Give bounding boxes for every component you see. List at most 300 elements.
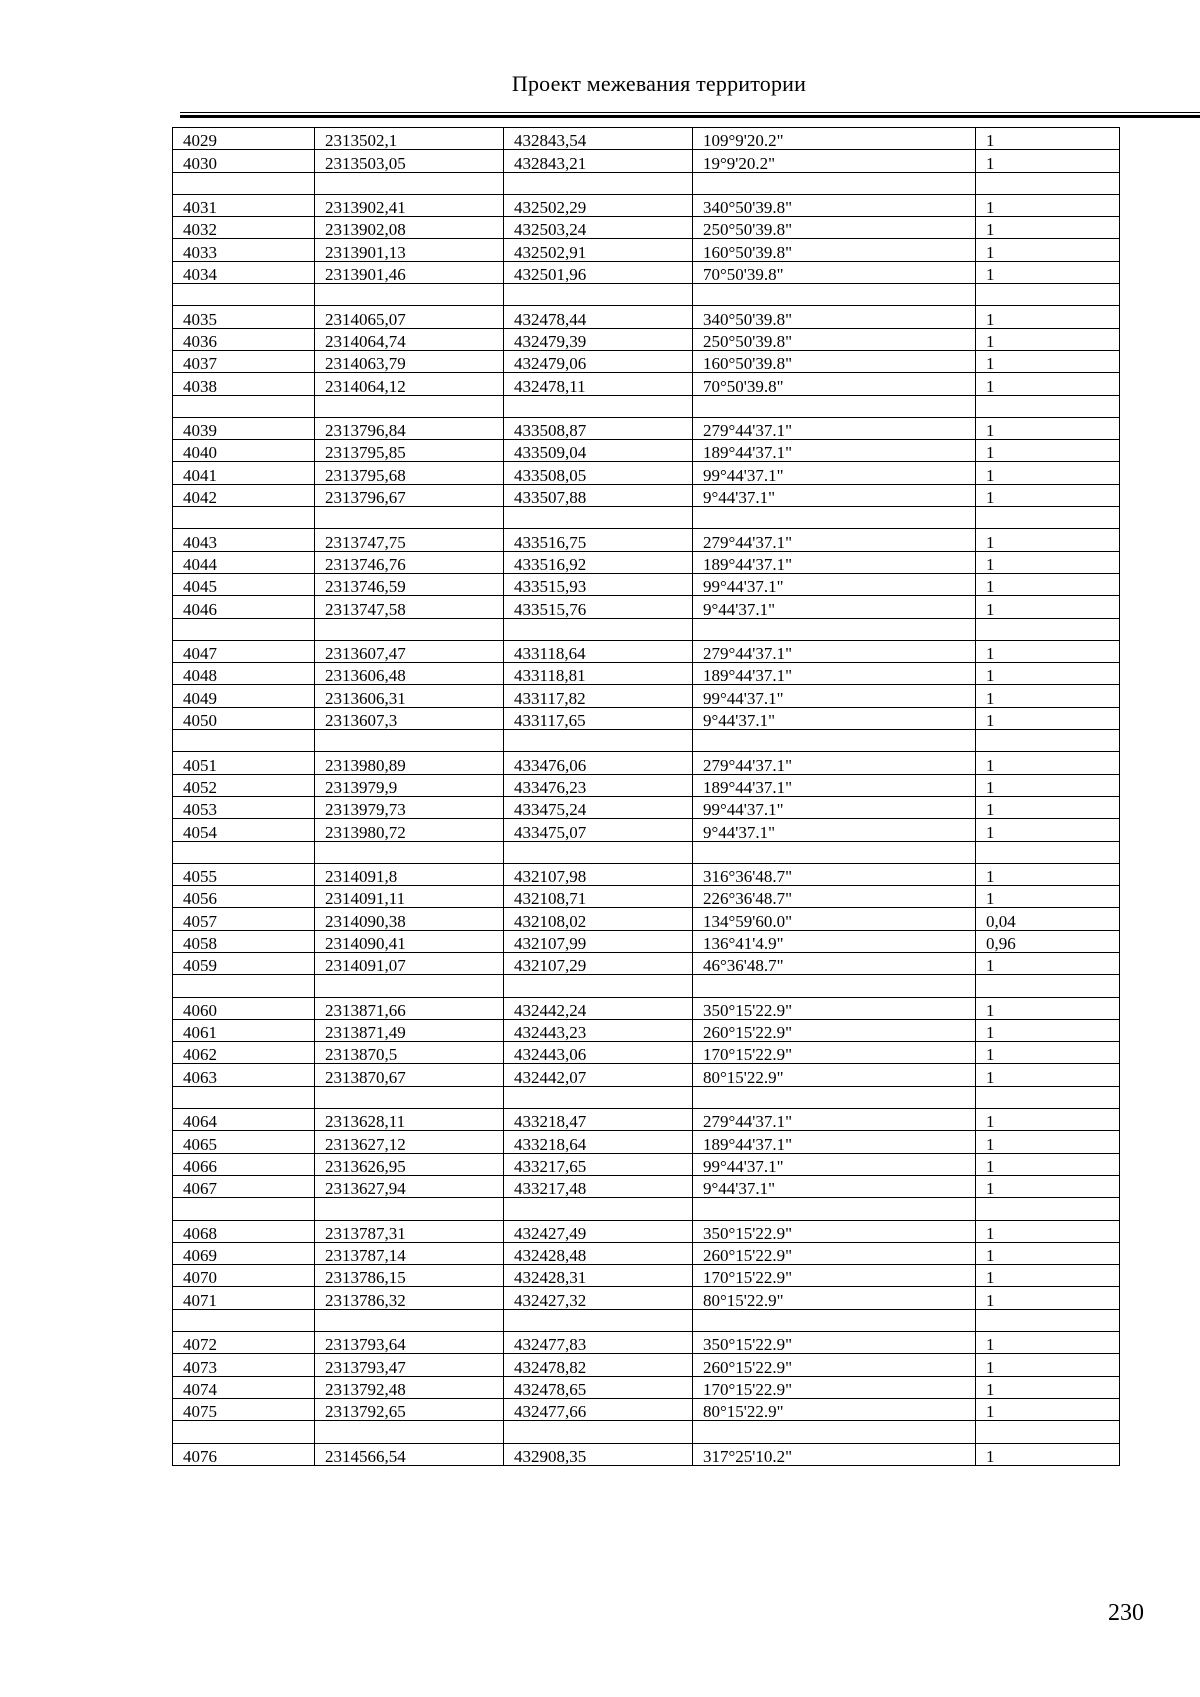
direction-angle-cell: 189°44'37.1" xyxy=(693,663,976,685)
x-coordinate-cell: 2313606,48 xyxy=(315,663,504,685)
table-separator-row xyxy=(173,1309,1120,1331)
direction-angle-cell: 340°50'39.8" xyxy=(693,306,976,328)
distance-cell: 1 xyxy=(976,774,1120,796)
point-number-cell: 4053 xyxy=(173,796,315,818)
y-coordinate-cell: 432442,24 xyxy=(504,997,693,1019)
point-number-cell: 4069 xyxy=(173,1242,315,1264)
x-coordinate-cell: 2313607,47 xyxy=(315,640,504,662)
x-coordinate-cell: 2313787,31 xyxy=(315,1220,504,1242)
y-coordinate-cell: 432502,29 xyxy=(504,194,693,216)
distance-cell: 1 xyxy=(976,217,1120,239)
x-coordinate-cell: 2313607,3 xyxy=(315,707,504,729)
direction-angle-cell: 70°50'39.8" xyxy=(693,373,976,395)
distance-cell xyxy=(976,1309,1120,1331)
point-number-cell: 4042 xyxy=(173,484,315,506)
table-row xyxy=(173,150,1120,172)
table-row xyxy=(173,261,1120,283)
point-number-cell: 4031 xyxy=(173,194,315,216)
y-coordinate-cell: 432107,29 xyxy=(504,952,693,974)
x-coordinate-cell xyxy=(315,1309,504,1331)
x-coordinate-cell: 2313626,95 xyxy=(315,1153,504,1175)
table-row xyxy=(173,997,1120,1019)
x-coordinate-cell: 2314091,11 xyxy=(315,886,504,908)
table-row xyxy=(173,596,1120,618)
point-number-cell xyxy=(173,1086,315,1108)
distance-cell: 1 xyxy=(976,1287,1120,1309)
table-row xyxy=(173,1042,1120,1064)
direction-angle-cell: 189°44'37.1" xyxy=(693,551,976,573)
direction-angle-cell xyxy=(693,730,976,752)
x-coordinate-cell: 2314064,74 xyxy=(315,328,504,350)
point-number-cell: 4040 xyxy=(173,440,315,462)
y-coordinate-cell: 433476,23 xyxy=(504,774,693,796)
direction-angle-cell: 9°44'37.1" xyxy=(693,484,976,506)
distance-cell xyxy=(976,730,1120,752)
x-coordinate-cell: 2313979,73 xyxy=(315,796,504,818)
distance-cell: 1 xyxy=(976,350,1120,372)
x-coordinate-cell: 2314091,8 xyxy=(315,863,504,885)
direction-angle-cell: 260°15'22.9" xyxy=(693,1354,976,1376)
table-row xyxy=(173,1376,1120,1398)
x-coordinate-cell: 2314065,07 xyxy=(315,306,504,328)
table-row xyxy=(173,796,1120,818)
x-coordinate-cell xyxy=(315,284,504,306)
point-number-cell xyxy=(173,841,315,863)
point-number-cell: 4061 xyxy=(173,1019,315,1041)
direction-angle-cell: 260°15'22.9" xyxy=(693,1019,976,1041)
distance-cell: 1 xyxy=(976,128,1120,150)
distance-cell: 1 xyxy=(976,1443,1120,1465)
x-coordinate-cell xyxy=(315,395,504,417)
page-number: 230 xyxy=(1108,1600,1144,1626)
direction-angle-cell: 279°44'37.1" xyxy=(693,1109,976,1131)
y-coordinate-cell: 433218,47 xyxy=(504,1109,693,1131)
x-coordinate-cell: 2313901,13 xyxy=(315,239,504,261)
point-number-cell: 4045 xyxy=(173,573,315,595)
direction-angle-cell xyxy=(693,395,976,417)
x-coordinate-cell xyxy=(315,1421,504,1443)
y-coordinate-cell: 432428,48 xyxy=(504,1242,693,1264)
x-coordinate-cell xyxy=(315,172,504,194)
distance-cell: 1 xyxy=(976,685,1120,707)
y-coordinate-cell xyxy=(504,1309,693,1331)
direction-angle-cell: 189°44'37.1" xyxy=(693,1131,976,1153)
distance-cell: 1 xyxy=(976,261,1120,283)
coordinates-table xyxy=(172,127,1120,1466)
table-row xyxy=(173,350,1120,372)
table-row xyxy=(173,1064,1120,1086)
y-coordinate-cell: 433516,92 xyxy=(504,551,693,573)
x-coordinate-cell: 2313980,72 xyxy=(315,819,504,841)
table-row xyxy=(173,774,1120,796)
x-coordinate-cell: 2313627,94 xyxy=(315,1175,504,1197)
x-coordinate-cell: 2313979,9 xyxy=(315,774,504,796)
distance-cell: 1 xyxy=(976,1042,1120,1064)
x-coordinate-cell: 2313793,64 xyxy=(315,1332,504,1354)
direction-angle-cell: 317°25'10.2" xyxy=(693,1443,976,1465)
y-coordinate-cell: 432477,66 xyxy=(504,1398,693,1420)
direction-angle-cell: 99°44'37.1" xyxy=(693,1153,976,1175)
distance-cell: 1 xyxy=(976,484,1120,506)
direction-angle-cell xyxy=(693,618,976,640)
distance-cell: 1 xyxy=(976,1175,1120,1197)
y-coordinate-cell: 432479,06 xyxy=(504,350,693,372)
direction-angle-cell: 80°15'22.9" xyxy=(693,1398,976,1420)
y-coordinate-cell xyxy=(504,618,693,640)
y-coordinate-cell: 433475,07 xyxy=(504,819,693,841)
y-coordinate-cell: 433117,82 xyxy=(504,685,693,707)
direction-angle-cell: 316°36'48.7" xyxy=(693,863,976,885)
distance-cell: 1 xyxy=(976,1220,1120,1242)
point-number-cell: 4076 xyxy=(173,1443,315,1465)
y-coordinate-cell: 432477,83 xyxy=(504,1332,693,1354)
y-coordinate-cell: 433118,64 xyxy=(504,640,693,662)
x-coordinate-cell: 2313796,67 xyxy=(315,484,504,506)
y-coordinate-cell: 432428,31 xyxy=(504,1265,693,1287)
table-separator-row xyxy=(173,284,1120,306)
distance-cell: 1 xyxy=(976,1064,1120,1086)
point-number-cell: 4056 xyxy=(173,886,315,908)
direction-angle-cell: 19°9'20.2" xyxy=(693,150,976,172)
distance-cell: 1 xyxy=(976,1131,1120,1153)
point-number-cell: 4050 xyxy=(173,707,315,729)
point-number-cell: 4065 xyxy=(173,1131,315,1153)
distance-cell: 1 xyxy=(976,440,1120,462)
direction-angle-cell xyxy=(693,1421,976,1443)
direction-angle-cell: 170°15'22.9" xyxy=(693,1376,976,1398)
direction-angle-cell: 170°15'22.9" xyxy=(693,1265,976,1287)
table-row xyxy=(173,1220,1120,1242)
point-number-cell: 4070 xyxy=(173,1265,315,1287)
y-coordinate-cell: 432479,39 xyxy=(504,328,693,350)
x-coordinate-cell: 2313871,49 xyxy=(315,1019,504,1041)
distance-cell: 1 xyxy=(976,417,1120,439)
y-coordinate-cell: 432478,82 xyxy=(504,1354,693,1376)
distance-cell: 1 xyxy=(976,819,1120,841)
distance-cell: 1 xyxy=(976,328,1120,350)
point-number-cell: 4036 xyxy=(173,328,315,350)
direction-angle-cell: 250°50'39.8" xyxy=(693,217,976,239)
table-row xyxy=(173,1398,1120,1420)
point-number-cell: 4073 xyxy=(173,1354,315,1376)
point-number-cell xyxy=(173,975,315,997)
y-coordinate-cell xyxy=(504,1198,693,1220)
y-coordinate-cell: 433509,04 xyxy=(504,440,693,462)
header-rule-thin xyxy=(180,112,1200,113)
point-number-cell: 4055 xyxy=(173,863,315,885)
distance-cell xyxy=(976,172,1120,194)
x-coordinate-cell: 2313902,08 xyxy=(315,217,504,239)
distance-cell: 1 xyxy=(976,863,1120,885)
page-header-title: Проект межевания территории xyxy=(511,71,807,96)
distance-cell: 1 xyxy=(976,997,1120,1019)
table-row xyxy=(173,863,1120,885)
direction-angle-cell xyxy=(693,1198,976,1220)
direction-angle-cell: 109°9'20.2" xyxy=(693,128,976,150)
distance-cell: 1 xyxy=(976,886,1120,908)
y-coordinate-cell: 433476,06 xyxy=(504,752,693,774)
table-separator-row xyxy=(173,172,1120,194)
direction-angle-cell: 250°50'39.8" xyxy=(693,328,976,350)
point-number-cell xyxy=(173,395,315,417)
direction-angle-cell: 134°59'60.0" xyxy=(693,908,976,930)
point-number-cell xyxy=(173,284,315,306)
y-coordinate-cell xyxy=(504,730,693,752)
point-number-cell: 4052 xyxy=(173,774,315,796)
point-number-cell: 4038 xyxy=(173,373,315,395)
y-coordinate-cell: 433507,88 xyxy=(504,484,693,506)
point-number-cell: 4034 xyxy=(173,261,315,283)
y-coordinate-cell xyxy=(504,395,693,417)
table-row xyxy=(173,640,1120,662)
table-row xyxy=(173,886,1120,908)
table-row xyxy=(173,529,1120,551)
distance-cell: 1 xyxy=(976,1398,1120,1420)
direction-angle-cell: 136°41'4.9" xyxy=(693,930,976,952)
table-row xyxy=(173,239,1120,261)
distance-cell: 1 xyxy=(976,752,1120,774)
table-row xyxy=(173,908,1120,930)
table-row xyxy=(173,306,1120,328)
direction-angle-cell: 46°36'48.7" xyxy=(693,952,976,974)
x-coordinate-cell: 2313796,84 xyxy=(315,417,504,439)
y-coordinate-cell xyxy=(504,975,693,997)
point-number-cell: 4032 xyxy=(173,217,315,239)
x-coordinate-cell: 2313870,5 xyxy=(315,1042,504,1064)
table-separator-row xyxy=(173,395,1120,417)
direction-angle-cell: 350°15'22.9" xyxy=(693,1220,976,1242)
x-coordinate-cell: 2313503,05 xyxy=(315,150,504,172)
y-coordinate-cell: 432443,23 xyxy=(504,1019,693,1041)
y-coordinate-cell: 432478,11 xyxy=(504,373,693,395)
distance-cell: 1 xyxy=(976,596,1120,618)
distance-cell: 1 xyxy=(976,462,1120,484)
distance-cell: 1 xyxy=(976,707,1120,729)
x-coordinate-cell: 2313795,85 xyxy=(315,440,504,462)
point-number-cell: 4044 xyxy=(173,551,315,573)
x-coordinate-cell: 2313901,46 xyxy=(315,261,504,283)
distance-cell: 1 xyxy=(976,1265,1120,1287)
table-row xyxy=(173,1332,1120,1354)
table-row xyxy=(173,1175,1120,1197)
point-number-cell xyxy=(173,172,315,194)
direction-angle-cell: 189°44'37.1" xyxy=(693,440,976,462)
direction-angle-cell: 160°50'39.8" xyxy=(693,239,976,261)
point-number-cell: 4063 xyxy=(173,1064,315,1086)
distance-cell: 1 xyxy=(976,640,1120,662)
table-separator-row xyxy=(173,975,1120,997)
table-row xyxy=(173,1109,1120,1131)
table-row xyxy=(173,663,1120,685)
table-separator-row xyxy=(173,841,1120,863)
point-number-cell: 4037 xyxy=(173,350,315,372)
x-coordinate-cell: 2314566,54 xyxy=(315,1443,504,1465)
point-number-cell: 4066 xyxy=(173,1153,315,1175)
table-row xyxy=(173,1354,1120,1376)
table-row xyxy=(173,1242,1120,1264)
x-coordinate-cell: 2313746,76 xyxy=(315,551,504,573)
distance-cell: 1 xyxy=(976,1109,1120,1131)
table-separator-row xyxy=(173,1086,1120,1108)
table-row xyxy=(173,328,1120,350)
x-coordinate-cell: 2314064,12 xyxy=(315,373,504,395)
distance-cell: 1 xyxy=(976,239,1120,261)
x-coordinate-cell xyxy=(315,975,504,997)
point-number-cell: 4068 xyxy=(173,1220,315,1242)
table-row xyxy=(173,1443,1120,1465)
table-row xyxy=(173,217,1120,239)
header-rule-thick xyxy=(180,115,1200,118)
y-coordinate-cell xyxy=(504,1421,693,1443)
y-coordinate-cell: 433475,24 xyxy=(504,796,693,818)
direction-angle-cell: 80°15'22.9" xyxy=(693,1287,976,1309)
distance-cell: 1 xyxy=(976,1332,1120,1354)
direction-angle-cell: 350°15'22.9" xyxy=(693,1332,976,1354)
y-coordinate-cell: 433218,64 xyxy=(504,1131,693,1153)
direction-angle-cell xyxy=(693,172,976,194)
x-coordinate-cell xyxy=(315,507,504,529)
point-number-cell: 4054 xyxy=(173,819,315,841)
distance-cell: 1 xyxy=(976,1153,1120,1175)
x-coordinate-cell: 2313786,32 xyxy=(315,1287,504,1309)
x-coordinate-cell: 2313747,75 xyxy=(315,529,504,551)
distance-cell xyxy=(976,395,1120,417)
table-separator-row xyxy=(173,618,1120,640)
x-coordinate-cell: 2313792,48 xyxy=(315,1376,504,1398)
y-coordinate-cell: 432442,07 xyxy=(504,1064,693,1086)
distance-cell: 1 xyxy=(976,306,1120,328)
table-row xyxy=(173,1287,1120,1309)
distance-cell: 1 xyxy=(976,373,1120,395)
x-coordinate-cell: 2313746,59 xyxy=(315,573,504,595)
direction-angle-cell: 99°44'37.1" xyxy=(693,796,976,818)
direction-angle-cell: 70°50'39.8" xyxy=(693,261,976,283)
direction-angle-cell: 279°44'37.1" xyxy=(693,752,976,774)
point-number-cell: 4046 xyxy=(173,596,315,618)
point-number-cell: 4030 xyxy=(173,150,315,172)
distance-cell xyxy=(976,1421,1120,1443)
point-number-cell: 4048 xyxy=(173,663,315,685)
point-number-cell xyxy=(173,1309,315,1331)
point-number-cell xyxy=(173,1421,315,1443)
distance-cell: 1 xyxy=(976,150,1120,172)
x-coordinate-cell xyxy=(315,841,504,863)
point-number-cell: 4047 xyxy=(173,640,315,662)
direction-angle-cell: 260°15'22.9" xyxy=(693,1242,976,1264)
point-number-cell: 4071 xyxy=(173,1287,315,1309)
table-row xyxy=(173,373,1120,395)
distance-cell: 1 xyxy=(976,1019,1120,1041)
point-number-cell: 4029 xyxy=(173,128,315,150)
x-coordinate-cell xyxy=(315,1086,504,1108)
table-row xyxy=(173,417,1120,439)
y-coordinate-cell: 433117,65 xyxy=(504,707,693,729)
y-coordinate-cell: 433508,87 xyxy=(504,417,693,439)
point-number-cell xyxy=(173,507,315,529)
distance-cell: 1 xyxy=(976,194,1120,216)
x-coordinate-cell: 2313787,14 xyxy=(315,1242,504,1264)
point-number-cell: 4035 xyxy=(173,306,315,328)
point-number-cell: 4041 xyxy=(173,462,315,484)
point-number-cell: 4064 xyxy=(173,1109,315,1131)
distance-cell: 0,04 xyxy=(976,908,1120,930)
x-coordinate-cell: 2313627,12 xyxy=(315,1131,504,1153)
y-coordinate-cell xyxy=(504,841,693,863)
direction-angle-cell xyxy=(693,1309,976,1331)
table-row xyxy=(173,685,1120,707)
direction-angle-cell: 9°44'37.1" xyxy=(693,1175,976,1197)
point-number-cell: 4057 xyxy=(173,908,315,930)
point-number-cell: 4039 xyxy=(173,417,315,439)
direction-angle-cell: 99°44'37.1" xyxy=(693,685,976,707)
distance-cell xyxy=(976,507,1120,529)
y-coordinate-cell: 432843,54 xyxy=(504,128,693,150)
point-number-cell: 4058 xyxy=(173,930,315,952)
distance-cell: 1 xyxy=(976,663,1120,685)
distance-cell xyxy=(976,1086,1120,1108)
distance-cell xyxy=(976,975,1120,997)
point-number-cell xyxy=(173,730,315,752)
distance-cell: 1 xyxy=(976,796,1120,818)
table-row xyxy=(173,551,1120,573)
y-coordinate-cell: 432107,98 xyxy=(504,863,693,885)
y-coordinate-cell: 433217,65 xyxy=(504,1153,693,1175)
direction-angle-cell: 170°15'22.9" xyxy=(693,1042,976,1064)
table-row xyxy=(173,128,1120,150)
y-coordinate-cell: 432503,24 xyxy=(504,217,693,239)
y-coordinate-cell: 432478,65 xyxy=(504,1376,693,1398)
table-row xyxy=(173,1153,1120,1175)
point-number-cell: 4049 xyxy=(173,685,315,707)
table-row xyxy=(173,1131,1120,1153)
table-row xyxy=(173,952,1120,974)
x-coordinate-cell: 2313606,31 xyxy=(315,685,504,707)
x-coordinate-cell: 2313871,66 xyxy=(315,997,504,1019)
x-coordinate-cell: 2314090,41 xyxy=(315,930,504,952)
x-coordinate-cell: 2313792,65 xyxy=(315,1398,504,1420)
y-coordinate-cell: 433217,48 xyxy=(504,1175,693,1197)
direction-angle-cell xyxy=(693,841,976,863)
distance-cell: 1 xyxy=(976,551,1120,573)
y-coordinate-cell: 432107,99 xyxy=(504,930,693,952)
distance-cell xyxy=(976,841,1120,863)
x-coordinate-cell: 2314090,38 xyxy=(315,908,504,930)
table-row xyxy=(173,752,1120,774)
y-coordinate-cell: 432501,96 xyxy=(504,261,693,283)
y-coordinate-cell: 433515,93 xyxy=(504,573,693,595)
x-coordinate-cell: 2313786,15 xyxy=(315,1265,504,1287)
direction-angle-cell: 226°36'48.7" xyxy=(693,886,976,908)
table-separator-row xyxy=(173,507,1120,529)
direction-angle-cell: 99°44'37.1" xyxy=(693,573,976,595)
point-number-cell: 4060 xyxy=(173,997,315,1019)
y-coordinate-cell: 432427,32 xyxy=(504,1287,693,1309)
point-number-cell: 4051 xyxy=(173,752,315,774)
table-row xyxy=(173,1265,1120,1287)
y-coordinate-cell xyxy=(504,172,693,194)
y-coordinate-cell xyxy=(504,1086,693,1108)
point-number-cell xyxy=(173,1198,315,1220)
x-coordinate-cell: 2313502,1 xyxy=(315,128,504,150)
table-row xyxy=(173,707,1120,729)
y-coordinate-cell: 432108,71 xyxy=(504,886,693,908)
y-coordinate-cell: 432908,35 xyxy=(504,1443,693,1465)
distance-cell: 1 xyxy=(976,952,1120,974)
direction-angle-cell: 9°44'37.1" xyxy=(693,596,976,618)
distance-cell xyxy=(976,284,1120,306)
direction-angle-cell: 279°44'37.1" xyxy=(693,529,976,551)
direction-angle-cell: 9°44'37.1" xyxy=(693,707,976,729)
